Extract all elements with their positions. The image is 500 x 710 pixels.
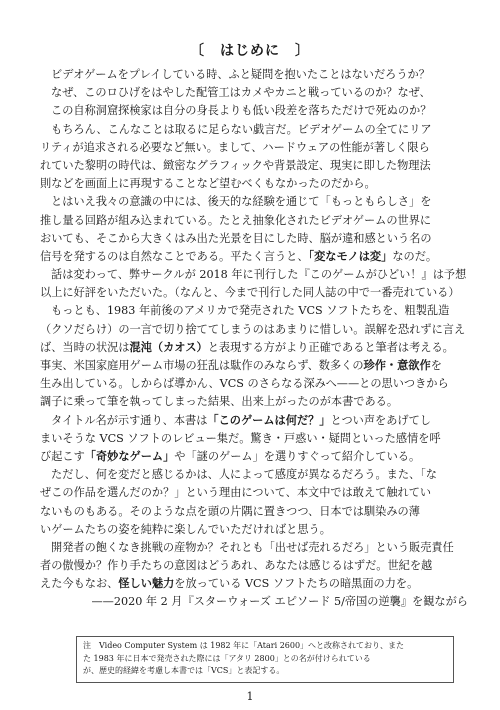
line-text: なぜ、このロひげをはやした配管工はカメやカニと戦っているのか？なぜ、 (51, 86, 431, 100)
line-text: ただし、何を変だと感じるかは、人によって感度が異なるだろう。また、「な (51, 468, 437, 482)
body-line (40, 230, 468, 248)
body-text (40, 66, 468, 612)
body-line (40, 84, 468, 102)
line-text: いゲームたちの姿を純粋に楽しんでいただければと思う。 (40, 522, 331, 536)
line-text: （クソだらけ）の一言で切り捨ててしまうのはあまりに惜しい。誤解を恐れずに言え (40, 322, 466, 336)
line-text-after: と表現する方がより正確であると筆者は考える。 (207, 340, 454, 354)
line-text-after: を (430, 359, 442, 372)
emphasis-text: 「このゲームは何だ？」 (207, 413, 331, 427)
line-text-after: なのだ。 (392, 249, 438, 263)
footnote-box (76, 636, 454, 683)
body-line (40, 284, 468, 302)
body-line (40, 248, 468, 266)
emphasis-text: 珍作・意欲作 (363, 359, 431, 372)
body-line (40, 102, 468, 120)
body-line (40, 575, 468, 593)
body-line (40, 66, 468, 84)
line-text: 話は変わって、弊サークルが 2018 年に刊行した『このゲームがひどい！』は予想 (51, 268, 467, 282)
body-line (40, 175, 468, 193)
line-text-after: とつい声をあげてし (330, 413, 431, 427)
line-text: もっとも、1983 年前後のアメリカで発売された VCS ソフトたちを、粗製乱造 (51, 304, 450, 318)
line-text: れていた黎明の時代は、緻密なグラフィックや背景設定、現実に即した物理法 (40, 158, 431, 172)
line-text: び起こす (40, 449, 85, 463)
line-text: とはいえ我々の意識の中には、後天的な経験を通じて「もっともらしさ」を (51, 195, 432, 209)
body-line (40, 193, 468, 211)
line-text: 以上に好評をいただいた。（なんと、今まで刊行した同人誌の中で一番売れている） (40, 286, 460, 300)
line-text-after: を放っている VCS ソフトたちの暗黒面の力を。 (174, 577, 419, 591)
emphasis-text: 「奇妙なゲーム」 (84, 449, 175, 463)
body-line (40, 466, 468, 484)
line-text: もちろん、こんなことは取るに足らない戯言だ。ビデオゲームの全てにリア (51, 122, 432, 136)
line-text: ビデオゲームをプレイしている時、ふと疑問を抱いたことはないだろうか？ (51, 68, 430, 81)
body-line (40, 121, 468, 139)
body-line (40, 266, 468, 284)
body-line (40, 393, 468, 411)
footnote-line: 注 Video Computer System は 1982 年に「Atari 2600」へと改称されており、また (83, 641, 405, 650)
line-text: 調子に乗って筆を執ってしまった結果、出来上がったのが本書である。 (40, 395, 399, 409)
page-number: 1 (246, 690, 254, 703)
body-line (40, 157, 468, 175)
body-line (40, 539, 468, 557)
line-text: えた今もなお、 (40, 577, 119, 591)
body-line (40, 503, 468, 521)
line-text: ——2020 年 2 月『スターウォーズ エピソード 5/帝国の逆襲』を観ながら (91, 595, 468, 609)
emphasis-text: 「変なモノは変」 (308, 249, 393, 263)
body-line (40, 521, 468, 539)
line-text: 生み出している。しからば導かん、VCS のさらなる深みへ——との思いつきから (40, 377, 449, 391)
body-line (40, 412, 468, 430)
signature-line (40, 593, 468, 611)
line-text: ないものもある。そのような点を頭の片隅に置きつつ、日本では馴染みの薄 (40, 504, 420, 518)
line-text: 信号を発するのは自然なことである。平たく言うと、 (40, 249, 309, 263)
line-text: まいそうな VCS ソフトのレビュー集だ。驚き・戸惑い・疑問といった感情を呼 (40, 431, 441, 445)
body-line (40, 139, 468, 157)
body-line (40, 557, 468, 575)
body-line (40, 448, 468, 466)
line-text: ば、当時の状況は (40, 340, 130, 354)
line-text: この自称洞窟探検家は自分の身長よりも低い段差を落ちただけで死ぬのか？ (51, 104, 432, 118)
emphasis-text: 混沌（カオス） (129, 340, 208, 354)
body-line (40, 212, 468, 230)
line-text: 推し量る回路が組み込まれている。たとえ抽象化されたビデオゲームの世界に (40, 213, 432, 227)
line-text: おいても、そこから大きくはみ出た光景を目にした時、脳が違和感という名の (40, 231, 432, 245)
footnote-line: た 1983 年に日本で発売された際には「アタリ 2800」との名が付けられている (83, 653, 371, 663)
line-text: リティが追求される必要など無い。まして、ハードウェアの性能が著しく限ら (40, 140, 430, 154)
line-text-after: や「謎のゲーム」を選りすぐって紹介している。 (174, 449, 421, 463)
line-text: タイトル名が示す通り、本書は (51, 413, 208, 427)
section-heading: 〔 はじめに 〕 (190, 43, 310, 59)
body-line (40, 357, 468, 375)
body-line (40, 321, 468, 339)
line-text: 則などを画面上に再現することなど望むべくもなかったのだから。 (40, 177, 376, 191)
line-text: 事実、米国家庭用ゲーム市場の狂乱は駄作のみならず、数多くの (40, 359, 364, 372)
line-text: 者の傲慢か？作り手たちの意図はどうあれ、あなたは感じるはずだ。世紀を越 (40, 559, 433, 573)
body-line (40, 375, 468, 393)
line-text: ぜこの作品を選んだのか？」という理由について、本文中では敢えて触れてい (40, 486, 432, 500)
body-line (40, 484, 468, 502)
emphasis-text: 怪しい魅力 (118, 577, 175, 591)
line-text: 開発者の飽くなき挑戦の産物か？それとも「出せば売れるだろ」という販売責任 (51, 540, 454, 554)
footnote-line: が、歴史的経緯を考慮し本書では「VCS」と表記する。 (83, 666, 285, 675)
body-line (40, 302, 468, 320)
body-line (40, 430, 468, 448)
body-line (40, 339, 468, 357)
